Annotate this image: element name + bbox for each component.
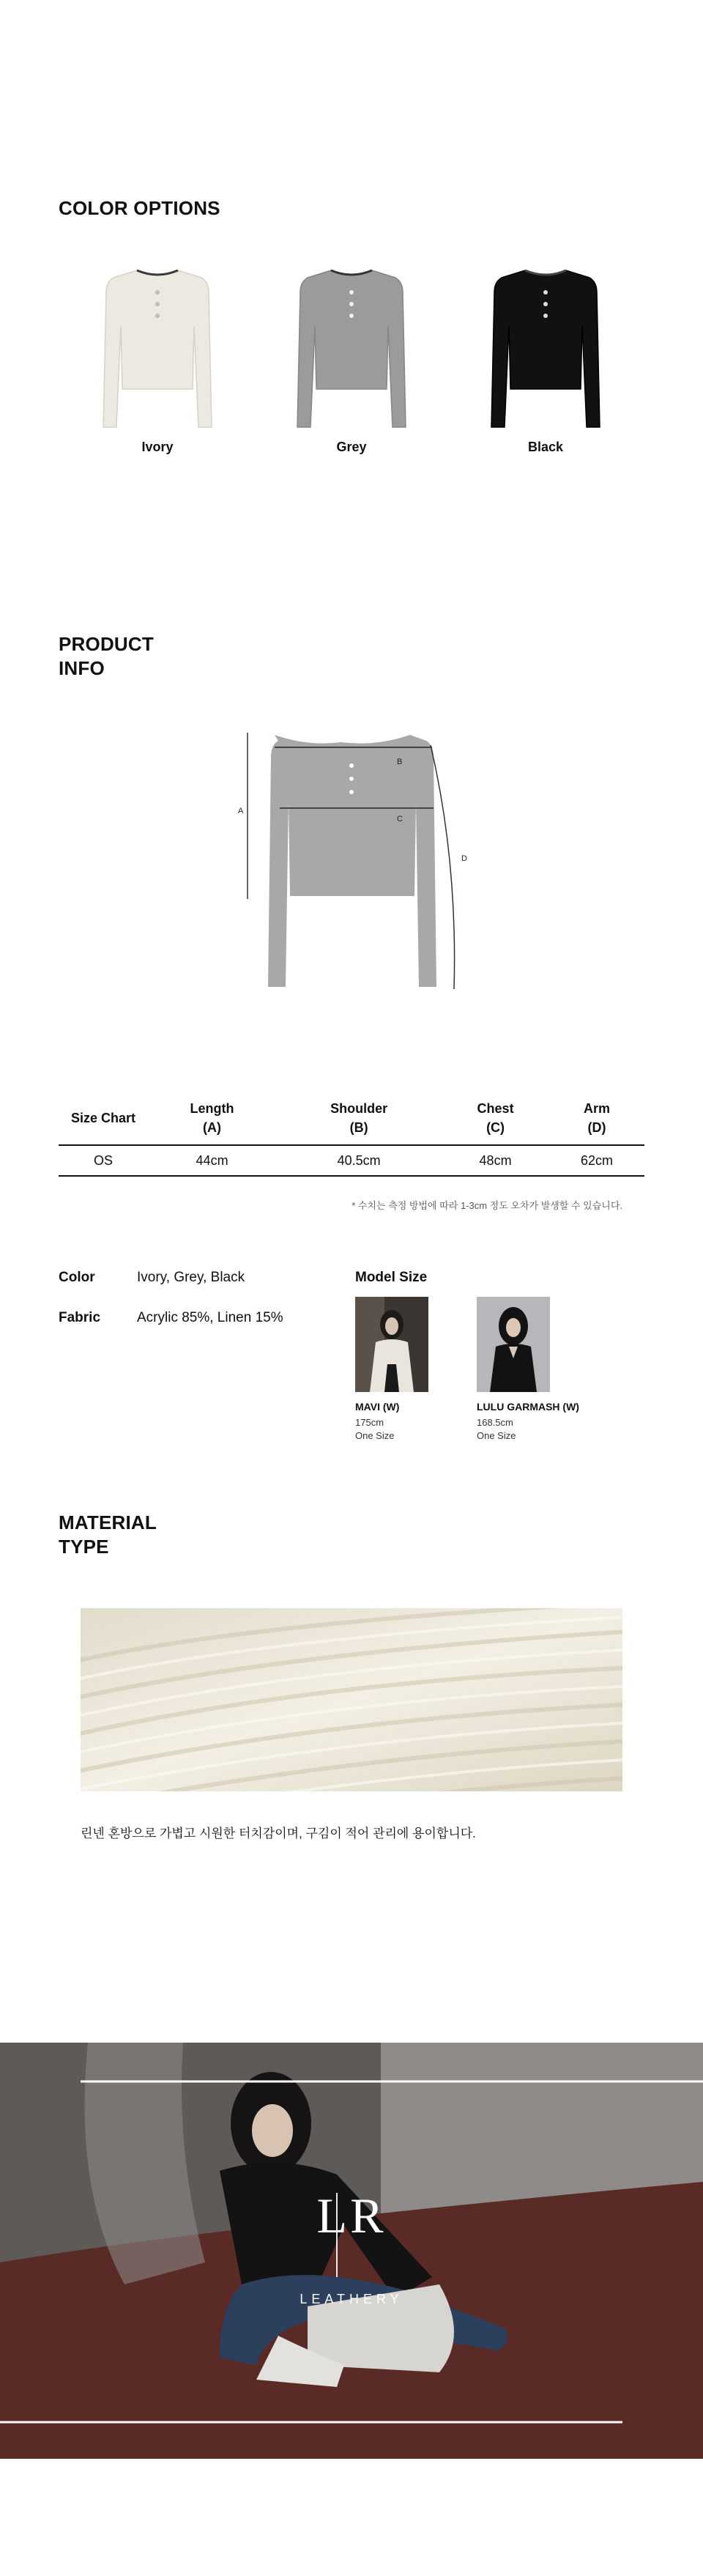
material-type-heading <box>59 1511 157 1559</box>
spec-fabric-label: Fabric <box>59 1310 101 1325</box>
model-size-mavi: One Size <box>355 1430 395 1441</box>
sweater-ivory-shape <box>103 270 212 427</box>
spec-color-value: Ivory, Grey, Black <box>137 1270 245 1285</box>
sweater-grey-shape <box>297 270 406 427</box>
sweater-black-image <box>480 260 611 436</box>
spec-fabric-value: Acrylic 85%, Linen 15% <box>137 1310 283 1325</box>
diagram-label-b: B <box>397 758 403 766</box>
material-description: 린넨 혼방으로 가볍고 시원한 터치감이며, 구김이 적어 관리에 용이합니다. <box>81 1826 476 1840</box>
header-length <box>148 1092 276 1145</box>
model-photo-lulu <box>477 1297 550 1392</box>
fabric-texture-image <box>81 1608 622 1791</box>
diagram-label-a: A <box>238 807 244 815</box>
cell-length: 44cm <box>148 1145 276 1176</box>
brand-logo-monogram: LR <box>316 2188 387 2243</box>
size-note: * 수치는 측정 방법에 따라 1-3cm 정도 오차가 발생할 수 있습니다. <box>352 1200 622 1211</box>
model-name-lulu: LULU GARMASH (W) <box>477 1401 579 1413</box>
spec-color-label: Color <box>59 1270 95 1285</box>
size-chart-header-row <box>59 1092 644 1145</box>
header-length-text: Length <box>190 1101 234 1116</box>
header-shoulder <box>276 1092 442 1145</box>
table-row <box>59 1145 644 1176</box>
sweater-black-shape <box>491 270 600 427</box>
model-size-lulu: One Size <box>477 1430 516 1441</box>
diagram-label-d: D <box>461 854 467 863</box>
product-info-heading <box>59 632 154 681</box>
product-info-heading-line1: PRODUCT <box>59 633 154 655</box>
brand-logo-wordmark: LEATHERY <box>300 2292 403 2306</box>
cell-arm: 62cm <box>549 1145 644 1176</box>
size-chart-table <box>59 1092 644 1177</box>
header-length-code: (A) <box>203 1120 222 1135</box>
color-label-ivory: Ivory <box>141 440 174 454</box>
header-shoulder-text: Shoulder <box>330 1101 388 1116</box>
material-heading-line1: MATERIAL <box>59 1511 157 1533</box>
measurement-diagram <box>234 722 469 993</box>
size-chart-label: Size Chart <box>59 1092 148 1145</box>
product-info-heading-line2: INFO <box>59 657 105 679</box>
lookbook-photo <box>0 2043 703 2459</box>
model-size-heading: Model Size <box>355 1270 428 1285</box>
diagram-label-c: C <box>397 815 403 823</box>
model-height-mavi: 175cm <box>355 1417 384 1428</box>
color-options-heading: COLOR OPTIONS <box>59 197 220 219</box>
header-chest-code: (C) <box>486 1120 505 1135</box>
header-arm <box>549 1092 644 1145</box>
cell-shoulder: 40.5cm <box>276 1145 442 1176</box>
header-chest <box>442 1092 549 1145</box>
color-label-black: Black <box>527 440 564 454</box>
header-chest-text: Chest <box>477 1101 514 1116</box>
sweater-ivory-image <box>92 260 223 436</box>
material-heading-line2: TYPE <box>59 1536 109 1558</box>
model-name-mavi: MAVI (W) <box>355 1401 400 1413</box>
model-height-lulu: 168.5cm <box>477 1417 513 1428</box>
cell-chest: 48cm <box>442 1145 549 1176</box>
model-photo-mavi <box>355 1297 428 1392</box>
sweater-grey-image <box>286 260 417 436</box>
diagram-sweater <box>268 735 436 987</box>
header-arm-text: Arm <box>584 1101 611 1116</box>
cell-size: OS <box>59 1145 148 1176</box>
header-arm-code: (D) <box>587 1120 606 1135</box>
color-label-grey: Grey <box>336 440 367 454</box>
header-shoulder-code: (B) <box>349 1120 368 1135</box>
